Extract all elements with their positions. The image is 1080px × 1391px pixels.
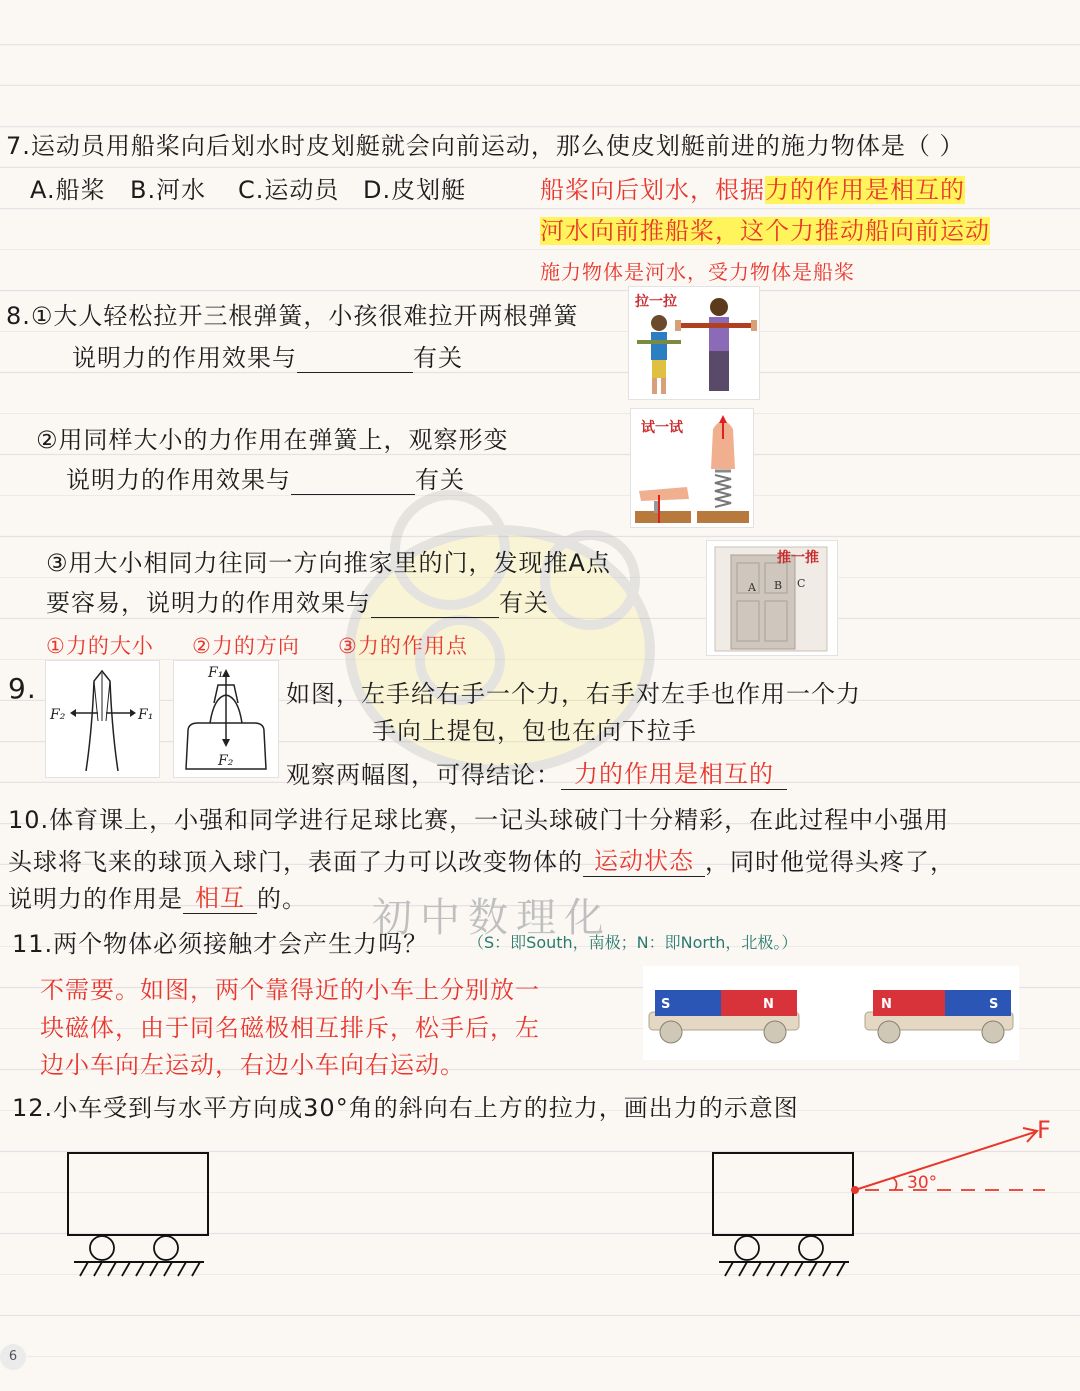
cart-blank-figure (60, 1146, 220, 1286)
q7-answer-line3: 施力物体是河水，受力物体是船桨 (540, 260, 855, 284)
hands-label-f1: F₁ (138, 707, 154, 723)
magnet-left-s: S (661, 997, 671, 1012)
q7-answer-line1: 船桨向后划水，根据力的作用是相互的 (540, 176, 965, 204)
q8-blank-1 (297, 344, 413, 373)
q7-answer-line2: 河水向前推船桨，这个力推动船向前运动 (540, 217, 990, 245)
q10-line2: 头球将飞来的球顶入球门，表面了力可以改变物体的 运动状态 ，同时他觉得头疼了， (8, 841, 955, 877)
q7-highlight: 力的作用是相互的 (765, 176, 965, 204)
q9-answer: 力的作用是相互的 (561, 754, 787, 790)
hands-figure (45, 660, 160, 778)
magnet-right-n: N (881, 997, 892, 1012)
magnet-carts-figure (643, 966, 1019, 1060)
q8-part3-line2: 要容易，说明力的作用效果与 有关 (46, 589, 549, 617)
q8-answer-1: ①力的大小 (46, 634, 154, 658)
q10-answer-1: 运动状态 (583, 841, 705, 877)
q8-answer-2: ②力的方向 (192, 634, 300, 658)
spring-press-figure (630, 408, 754, 528)
q8-part1-line2: 说明力的作用效果与 有关 (72, 344, 463, 372)
q8-part3-line1: ③用大小相同力往同一方向推家里的门，发现推A点 (46, 549, 611, 577)
try-tag: 试一试 (641, 420, 683, 436)
push-tag: 推一推 (777, 550, 819, 566)
q10-line1: 10.体育课上，小强和同学进行足球比赛，一记头球破门十分精彩，在此过程中小强用 (8, 806, 950, 834)
q12-question: 12.小车受到与水平方向成30°角的斜向右上方的拉力，画出力的示意图 (12, 1094, 799, 1122)
q7-option-c: C.运动员 (238, 176, 340, 204)
q7-option-b: B.河水 (130, 176, 207, 204)
pull-tag: 拉一拉 (635, 294, 677, 310)
q8-blank-3 (371, 589, 499, 618)
q8-part2-line2: 说明力的作用效果与 有关 (66, 466, 465, 494)
q11-answer-line2: 块磁体，由于同名磁极相互排斥，松手后，左 (40, 1014, 540, 1042)
page-number: 6 (0, 1344, 26, 1370)
q9-conclusion: 观察两幅图，可得结论： 力的作用是相互的 (286, 754, 787, 790)
q7-question: 7.运动员用船桨向后划水时皮划艇就会向前运动，那么使皮划艇前进的施力物体是（ ） (6, 132, 965, 160)
q11-question: 11.两个物体必须接触才会产生力吗？ (12, 930, 429, 958)
q11-answer-line3: 边小车向左运动，右边小车向右运动。 (40, 1051, 465, 1079)
door-push-figure (706, 540, 838, 656)
q8-answer-3: ③力的作用点 (338, 634, 468, 658)
q9-number: 9. (8, 672, 37, 705)
q10-line3: 说明力的作用是 相互 的。 (8, 878, 307, 914)
door-label-c: C (797, 577, 806, 590)
q7-option-a: A.船桨 (30, 176, 106, 204)
force-label: F (1037, 1116, 1051, 1144)
magnet-left-n: N (763, 997, 774, 1012)
q8-blank-2 (291, 466, 415, 495)
q8-part2-line1: ②用同样大小的力作用在弹簧上，观察形变 (36, 426, 509, 454)
q9-line1: 如图，左手给右手一个力，右手对左手也作用一个力 (286, 680, 861, 708)
magnet-right-s: S (989, 997, 999, 1012)
bag-label-f2: F₂ (218, 753, 234, 769)
bag-label-f1: F₁ (208, 665, 224, 681)
door-label-b: B (774, 579, 783, 592)
watermark-text: 初中数理化 (372, 895, 612, 941)
door-label-a: A (748, 581, 756, 594)
q8-part1-line1: 8.①大人轻松拉开三根弹簧，小孩很难拉开两根弹簧 (6, 302, 579, 330)
q7-option-d: D.皮划艇 (363, 176, 467, 204)
cart-force-figure (705, 1116, 1065, 1286)
bag-figure (173, 660, 279, 778)
spring-pull-figure (628, 286, 760, 400)
q9-line2: 手向上提包，包也在向下拉手 (372, 717, 697, 745)
q10-answer-2: 相互 (183, 878, 257, 914)
q11-answer-line1: 不需要。如图，两个靠得近的小车上分别放一 (40, 976, 540, 1004)
angle-label: 30° (907, 1173, 938, 1193)
q11-note: （S：即South，南极；N：即North，北极。） (468, 933, 798, 952)
hands-label-f2: F₂ (50, 707, 66, 723)
